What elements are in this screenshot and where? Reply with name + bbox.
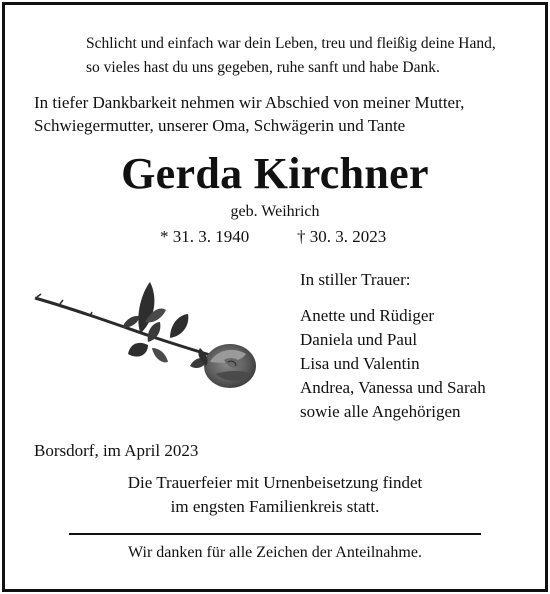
thanks-text: Wir danken für alle Zeichen der Anteilnahme. [128, 544, 422, 561]
mourner-name: sowie alle Angehörigen [300, 402, 461, 421]
deceased-name: Gerda Kirchner [121, 149, 429, 198]
death-date: † 30. 3. 2023 [297, 227, 387, 246]
poem-line-2: so vieles hast du uns gegeben, ruhe sanft und habe Dank. [86, 59, 440, 76]
mourner-name: Lisa und Valentin [300, 354, 420, 373]
intro-line-2: Schwiegermutter, unserer Oma, Schwägerin und Tante [34, 116, 406, 135]
divider-line [69, 533, 481, 535]
service-line-2: im engsten Familienkreis statt. [170, 497, 380, 516]
poem-line-1: Schlicht und einfach war dein Leben, treu und fleißig deine Hand, [86, 35, 496, 52]
mourner-name: Anette und Rüdiger [300, 306, 435, 325]
rose-illustration [30, 270, 270, 400]
place-date: Borsdorf, im April 2023 [34, 441, 199, 460]
birth-date: * 31. 3. 1940 [160, 227, 250, 246]
maiden-name: geb. Weihrich [230, 203, 320, 220]
mourners-heading: In stiller Trauer: [300, 270, 411, 289]
intro-line-1: In tiefer Dankbarkeit nehmen wir Abschied von meiner Mutter, [34, 93, 465, 112]
mourner-name: Daniela und Paul [300, 330, 418, 349]
mourner-name: Andrea, Vanessa und Sarah [300, 378, 486, 397]
service-line-1: Die Trauerfeier mit Urnenbeisetzung findet [127, 473, 423, 492]
